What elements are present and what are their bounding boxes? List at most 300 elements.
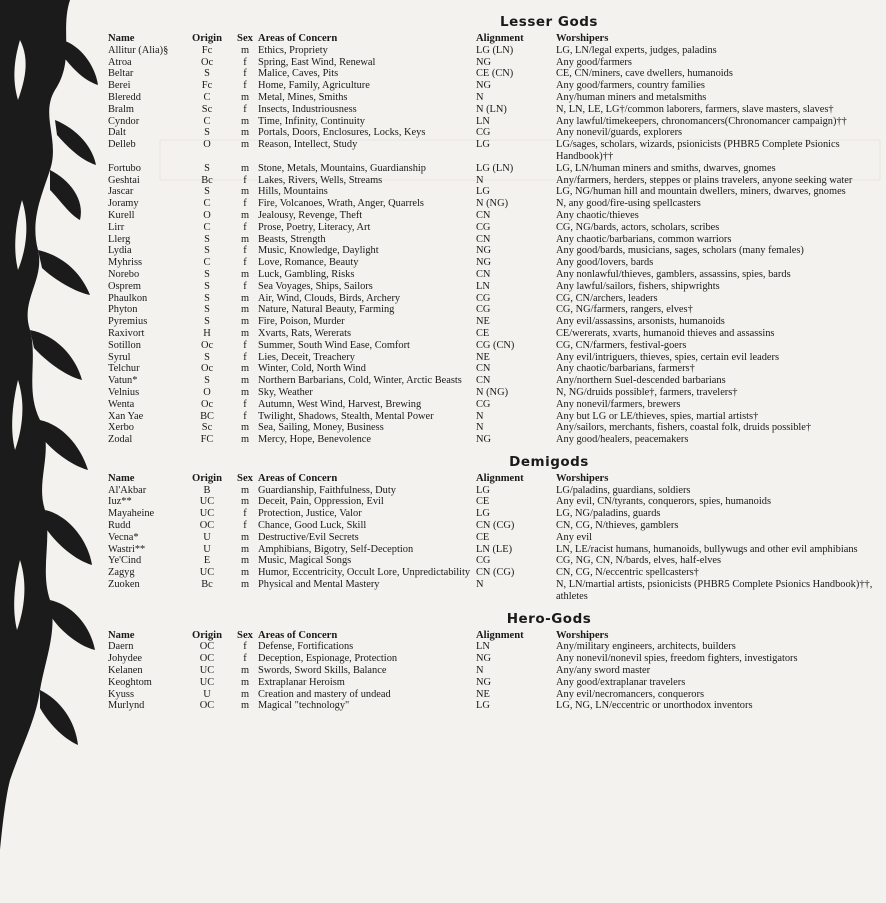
cell-origin: OC	[199, 700, 215, 712]
cell-name: Phyton	[108, 304, 138, 316]
cell-origin: S	[204, 186, 210, 198]
header-sex: Sex	[237, 629, 253, 641]
lesser-gods-section	[108, 14, 880, 446]
table-row	[108, 163, 880, 175]
cell-areas: Reason, Intellect, Study	[258, 139, 358, 151]
cell-alignment: NG	[476, 245, 492, 257]
table-row	[108, 198, 880, 210]
cell-alignment: CG	[476, 398, 491, 410]
cell-worshipers: Any good/bards, musicians, sages, scholars (many females)	[556, 245, 804, 257]
cell-name: Beltar	[108, 68, 134, 80]
cell-areas: Mercy, Hope, Benevolence	[258, 434, 371, 446]
cell-name: Zodal	[108, 434, 133, 446]
cell-origin: UC	[199, 496, 215, 508]
header-sex: Sex	[237, 472, 253, 484]
table-row	[108, 399, 880, 411]
cell-worshipers: CG, CN/archers, leaders	[556, 292, 658, 304]
lesser-gods-rows	[108, 45, 880, 446]
header-worshipers: Worshipers	[556, 33, 609, 44]
cell-sex: f	[243, 68, 247, 80]
cell-alignment: NG	[476, 676, 492, 688]
cell-areas: Autumn, West Wind, Harvest, Brewing	[258, 398, 422, 410]
cell-areas: Northern Barbarians, Cold, Winter, Arctic Beasts	[258, 375, 462, 387]
cell-worshipers: LG, NG/human hill and mountain dwellers, miners, dwarves, gnomes	[556, 186, 846, 198]
cell-worshipers: Any/northern Suel-descended barbarians	[556, 375, 726, 387]
cell-origin: S	[204, 375, 210, 387]
cell-origin: C	[203, 257, 211, 269]
cell-sex: m	[240, 555, 250, 567]
cell-name: Joramy	[108, 198, 139, 210]
cell-alignment: LG	[476, 508, 490, 520]
cell-origin: S	[204, 68, 210, 80]
cell-alignment: N (NG)	[476, 198, 509, 210]
cell-name: Xan Yae	[108, 410, 144, 422]
cell-worshipers: Any chaotic/barbarians, farmers†	[556, 363, 695, 375]
cell-areas: Fire, Poison, Murder	[258, 316, 345, 328]
cell-sex: f	[243, 410, 247, 422]
cell-sex: m	[240, 422, 250, 434]
cell-worshipers: Any chaotic/thieves	[556, 209, 639, 221]
table-header	[108, 33, 880, 45]
cell-alignment: N	[476, 665, 484, 677]
table-row	[108, 677, 880, 689]
cell-sex: m	[240, 139, 250, 151]
cell-alignment: NE	[476, 316, 490, 328]
cell-areas: Guardianship, Faithfulness, Duty	[258, 484, 396, 496]
cell-areas: Magical "technology"	[258, 700, 350, 712]
table-header	[108, 630, 880, 642]
cell-name: Daern	[108, 641, 134, 653]
cell-sex: m	[240, 209, 250, 221]
cell-name: Rudd	[108, 520, 131, 532]
header-name: Name	[108, 33, 135, 44]
cell-sex: f	[243, 245, 247, 257]
cell-areas: Metal, Mines, Smiths	[258, 91, 348, 103]
cell-name: Sotillon	[108, 339, 141, 351]
cell-alignment: CE (CN)	[476, 68, 514, 80]
cell-origin: UC	[199, 665, 215, 677]
cell-worshipers: N, NG/druids possible†, farmers, travelers†	[556, 386, 738, 398]
cell-worshipers: Any nonevil/nonevil spies, freedom fighters, investigators	[556, 653, 798, 665]
cell-alignment: NG	[476, 80, 492, 92]
cell-sex: m	[240, 327, 250, 339]
cell-name: Vecna*	[108, 531, 139, 543]
cell-worshipers: Any good/farmers	[556, 56, 632, 68]
header-alignment: Alignment	[476, 33, 524, 44]
cell-name: Allitur (Alia)§	[108, 44, 169, 56]
cell-alignment: CG	[476, 221, 491, 233]
cell-worshipers: Any/military engineers, architects, builders	[556, 641, 736, 653]
cell-name: Raxivort	[108, 327, 145, 339]
cell-areas: Home, Family, Agriculture	[258, 80, 370, 92]
demigods-section	[108, 454, 880, 603]
table-row	[108, 363, 880, 375]
table-row	[108, 422, 880, 434]
cell-origin: S	[204, 268, 210, 280]
cell-worshipers: Any lawful/sailors, fishers, shipwrights	[556, 280, 720, 292]
cell-origin: U	[203, 543, 211, 555]
cell-alignment: CN	[476, 363, 491, 375]
cell-areas: Xvarts, Rats, Wererats	[258, 327, 352, 339]
cell-areas: Portals, Doors, Enclosures, Locks, Keys	[258, 127, 426, 139]
cell-alignment: CG	[476, 304, 491, 316]
table-row	[108, 567, 880, 579]
cell-worshipers: Any/human miners and metalsmiths	[556, 91, 707, 103]
cell-alignment: CE	[476, 531, 490, 543]
cell-areas: Music, Magical Songs	[258, 555, 352, 567]
table-row	[108, 532, 880, 544]
cell-origin: B	[203, 484, 211, 496]
cell-name: Xerbo	[108, 422, 134, 434]
cell-name: Zagyg	[108, 567, 135, 579]
cell-worshipers: Any nonlawful/thieves, gamblers, assassins, spies, bards	[556, 268, 791, 280]
cell-areas: Stone, Metals, Mountains, Guardianship	[258, 162, 426, 174]
cell-name: Ye'Cind	[108, 555, 142, 567]
cell-areas: Destructive/Evil Secrets	[258, 531, 359, 543]
cell-worshipers: N, LN, LE, LG†/common laborers, farmers, slave masters, slaves†	[556, 103, 834, 115]
cell-sex: m	[240, 268, 250, 280]
table-row	[108, 496, 880, 508]
header-origin: Origin	[191, 629, 223, 641]
cell-areas: Winter, Cold, North Wind	[258, 363, 366, 375]
cell-sex: m	[240, 233, 250, 245]
cell-areas: Protection, Justice, Valor	[258, 508, 362, 520]
cell-name: Lydia	[108, 245, 132, 257]
table-row	[108, 434, 880, 446]
cell-origin: Fc	[201, 80, 213, 92]
cell-worshipers: Any but LG or LE/thieves, spies, martial artists†	[556, 410, 759, 422]
cell-alignment: N	[476, 422, 484, 434]
cell-name: Keoghtom	[108, 676, 152, 688]
cell-alignment: CG	[476, 555, 491, 567]
cell-sex: f	[243, 221, 247, 233]
header-origin: Origin	[191, 472, 223, 484]
cell-alignment: CG (CN)	[476, 339, 515, 351]
cell-sex: m	[240, 162, 250, 174]
cell-alignment: NG	[476, 434, 492, 446]
cell-alignment: LG	[476, 484, 490, 496]
cell-origin: OC	[199, 520, 215, 532]
cell-origin: Bc	[201, 174, 213, 186]
cell-name: Dalt	[108, 127, 126, 139]
cell-origin: OC	[199, 653, 215, 665]
table-header	[108, 473, 880, 485]
cell-sex: f	[243, 339, 247, 351]
cell-areas: Extraplanar Heroism	[258, 676, 345, 688]
cell-alignment: NG	[476, 653, 492, 665]
cell-name: Telchur	[108, 363, 140, 375]
cell-alignment: CN (CG)	[476, 520, 515, 532]
cell-worshipers: CE/wererats, xvarts, humanoid thieves and assassins	[556, 327, 775, 339]
cell-alignment: NE	[476, 351, 490, 363]
cell-worshipers: CG, CN/farmers, festival-goers	[556, 339, 687, 351]
cell-origin: Bc	[201, 579, 213, 591]
table-row	[108, 387, 880, 399]
cell-worshipers: LG, LN/human miners and smiths, dwarves, gnomes	[556, 162, 776, 174]
cell-origin: H	[203, 327, 211, 339]
cell-areas: Creation and mastery of undead	[258, 688, 391, 700]
header-origin: Origin	[191, 33, 223, 44]
cell-alignment: LN	[476, 641, 490, 653]
cell-sex: m	[240, 531, 250, 543]
cell-sex: f	[243, 351, 247, 363]
cell-name: Myhriss	[108, 257, 143, 269]
cell-origin: UC	[199, 567, 215, 579]
cell-worshipers: Any good/extraplanar travelers	[556, 676, 686, 688]
cell-areas: Luck, Gambling, Risks	[258, 268, 355, 280]
cell-sex: m	[240, 375, 250, 387]
header-worshipers: Worshipers	[556, 472, 609, 484]
cell-areas: Spring, East Wind, Renewal	[258, 56, 376, 68]
cell-sex: f	[243, 398, 247, 410]
cell-name: Zuoken	[108, 579, 140, 591]
cell-areas: Time, Infinity, Continuity	[258, 115, 365, 127]
cell-origin: S	[204, 245, 210, 257]
cell-sex: m	[240, 567, 250, 579]
table-row	[108, 257, 880, 269]
cell-sex: m	[240, 676, 250, 688]
cell-worshipers: LG, NG, LN/eccentric or unorthodox inventors	[556, 700, 753, 712]
cell-origin: S	[204, 292, 210, 304]
cell-alignment: CN	[476, 233, 491, 245]
cell-name: Delleb	[108, 139, 136, 151]
cell-sex: m	[240, 700, 250, 712]
header-areas: Areas of Concern	[258, 629, 338, 641]
cell-areas: Amphibians, Bigotry, Self-Deception	[258, 543, 414, 555]
cell-alignment: N	[476, 174, 484, 186]
cell-sex: m	[240, 484, 250, 496]
table-row	[108, 689, 880, 701]
cell-alignment: LG (LN)	[476, 162, 514, 174]
cell-origin: Sc	[201, 422, 213, 434]
cell-origin: S	[204, 280, 210, 292]
cell-alignment: CG	[476, 292, 491, 304]
cell-sex: f	[243, 653, 247, 665]
cell-areas: Chance, Good Luck, Skill	[258, 520, 367, 532]
cell-areas: Fire, Volcanoes, Wrath, Anger, Quarrels	[258, 198, 424, 210]
deity-tables	[108, 8, 880, 712]
table-row	[108, 104, 880, 116]
cell-areas: Beasts, Strength	[258, 233, 326, 245]
cell-alignment: CN (CG)	[476, 567, 515, 579]
cell-origin: O	[203, 209, 211, 221]
table-row	[108, 316, 880, 328]
cell-name: Murlynd	[108, 700, 145, 712]
table-row	[108, 304, 880, 316]
cell-worshipers: LG, LN/legal experts, judges, paladins	[556, 44, 717, 56]
cell-areas: Air, Wind, Clouds, Birds, Archery	[258, 292, 401, 304]
cell-name: Berei	[108, 80, 131, 92]
cell-alignment: LN	[476, 115, 490, 127]
cell-worshipers: Any lawful/timekeepers, chronomancers(Chronomancer campaign)††	[556, 115, 847, 127]
table-row	[108, 665, 880, 677]
cell-name: Syrul	[108, 351, 131, 363]
cell-name: Kyuss	[108, 688, 134, 700]
cell-name: Johydee	[108, 653, 143, 665]
cell-alignment: CE	[476, 496, 490, 508]
cell-areas: Sea Voyages, Ships, Sailors	[258, 280, 373, 292]
cell-origin: C	[203, 221, 211, 233]
cell-worshipers: CG, NG/bards, actors, scholars, scribes	[556, 221, 720, 233]
table-row	[108, 68, 880, 80]
cell-worshipers: LN, LE/racist humans, humanoids, bullywugs and other evil amphibians	[556, 543, 858, 555]
cell-alignment: CE	[476, 327, 490, 339]
cell-sex: f	[243, 103, 247, 115]
table-row	[108, 653, 880, 665]
table-row	[108, 340, 880, 352]
section-title-demigods: Demigods	[509, 453, 589, 470]
cell-name: Llerg	[108, 233, 131, 245]
table-row	[108, 57, 880, 69]
cell-worshipers: Any nonevil/farmers, brewers	[556, 398, 681, 410]
cell-name: Wenta	[108, 398, 135, 410]
cell-areas: Sky, Weather	[258, 386, 313, 398]
cell-areas: Physical and Mental Mastery	[258, 579, 380, 591]
cell-origin: BC	[200, 410, 214, 422]
cell-origin: Oc	[200, 363, 214, 375]
table-row	[108, 245, 880, 257]
cell-sex: m	[240, 44, 250, 56]
cell-worshipers: Any good/farmers, country families	[556, 80, 705, 92]
cell-worshipers: Any evil/necromancers, conquerors	[556, 688, 705, 700]
cell-name: Atroa	[108, 56, 132, 68]
cell-sex: m	[240, 363, 250, 375]
table-row	[108, 641, 880, 653]
table-row	[108, 116, 880, 128]
cell-areas: Love, Romance, Beauty	[258, 257, 359, 269]
table-row	[108, 293, 880, 305]
cell-alignment: CN	[476, 375, 491, 387]
cell-alignment: NG	[476, 56, 492, 68]
cell-name: Iuz**	[108, 496, 132, 508]
cell-sex: m	[240, 665, 250, 677]
cell-origin: Fc	[201, 44, 213, 56]
cell-areas: Prose, Poetry, Literacy, Art	[258, 221, 371, 233]
cell-origin: Oc	[200, 56, 214, 68]
cell-worshipers: Any good/lovers, bards	[556, 257, 654, 269]
cell-areas: Hills, Mountains	[258, 186, 328, 198]
cell-worshipers: CG, NG, CN, N/bards, elves, half-elves	[556, 555, 722, 567]
cell-origin: UC	[199, 676, 215, 688]
cell-name: Lirr	[108, 221, 125, 233]
cell-name: Cyndor	[108, 115, 140, 127]
header-name: Name	[108, 629, 135, 641]
cell-alignment: N (LN)	[476, 103, 507, 115]
cell-sex: f	[243, 56, 247, 68]
table-row	[108, 127, 880, 139]
cell-sex: f	[243, 280, 247, 292]
table-row	[108, 579, 880, 603]
table-row	[108, 520, 880, 532]
cell-sex: f	[243, 80, 247, 92]
cell-origin: C	[203, 198, 211, 210]
cell-alignment: N	[476, 91, 484, 103]
table-row	[108, 139, 880, 163]
cell-origin: Oc	[200, 339, 214, 351]
cell-origin: Sc	[201, 103, 213, 115]
table-row	[108, 544, 880, 556]
cell-name: Pyremius	[108, 316, 148, 328]
cell-origin: U	[203, 688, 211, 700]
cell-areas: Lies, Deceit, Treachery	[258, 351, 355, 363]
cell-areas: Lakes, Rivers, Wells, Streams	[258, 174, 383, 186]
cell-sex: m	[240, 127, 250, 139]
cell-name: Phaulkon	[108, 292, 148, 304]
hero-gods-section	[108, 611, 880, 713]
cell-areas: Ethics, Propriety	[258, 44, 328, 56]
table-row	[108, 186, 880, 198]
cell-alignment: CN	[476, 268, 491, 280]
cell-origin: C	[203, 115, 211, 127]
header-alignment: Alignment	[476, 629, 524, 641]
cell-alignment: N (NG)	[476, 386, 509, 398]
cell-sex: f	[243, 641, 247, 653]
cell-areas: Deception, Espionage, Protection	[258, 653, 398, 665]
cell-name: Kurell	[108, 209, 135, 221]
cell-worshipers: CE, CN/miners, cave dwellers, humanoids	[556, 68, 733, 80]
table-row	[108, 80, 880, 92]
table-row	[108, 375, 880, 387]
cell-areas: Sea, Sailing, Money, Business	[258, 422, 384, 434]
cell-areas: Summer, South Wind Ease, Comfort	[258, 339, 410, 351]
cell-name: Osprem	[108, 280, 141, 292]
cell-sex: m	[240, 115, 250, 127]
cell-sex: f	[243, 257, 247, 269]
cell-name: Mayaheine	[108, 508, 155, 520]
cell-sex: m	[240, 91, 250, 103]
table-row	[108, 175, 880, 187]
table-row	[108, 700, 880, 712]
header-areas: Areas of Concern	[258, 472, 338, 484]
table-row	[108, 234, 880, 246]
cell-sex: m	[240, 496, 250, 508]
cell-worshipers: LG, NG/paladins, guards	[556, 508, 661, 520]
cell-worshipers: N, LN/martial artists, psionicists (PHBR5 Complete Psionics Handbook)††, athletes	[556, 579, 873, 602]
cell-sex: f	[243, 174, 247, 186]
cell-origin: UC	[199, 508, 215, 520]
cell-origin: S	[204, 162, 210, 174]
cell-areas: Malice, Caves, Pits	[258, 68, 339, 80]
cell-areas: Music, Knowledge, Daylight	[258, 245, 379, 257]
cell-alignment: LG	[476, 700, 490, 712]
hero-gods-rows	[108, 641, 880, 712]
cell-origin: S	[204, 304, 210, 316]
cell-name: Fortubo	[108, 162, 141, 174]
cell-name: Geshtai	[108, 174, 140, 186]
cell-alignment: N	[476, 410, 484, 422]
cell-areas: Nature, Natural Beauty, Farming	[258, 304, 395, 316]
cell-name: Bralm	[108, 103, 134, 115]
cell-alignment: LG	[476, 139, 490, 151]
cell-origin: S	[204, 351, 210, 363]
cell-origin: O	[203, 139, 211, 151]
table-row	[108, 328, 880, 340]
cell-worshipers: Any good/healers, peacemakers	[556, 434, 689, 446]
cell-worshipers: Any/sailors, merchants, fishers, coastal folk, druids possible†	[556, 422, 812, 434]
cell-origin: U	[203, 531, 211, 543]
cell-worshipers: N, any good/fire-using spellcasters	[556, 198, 701, 210]
table-row	[108, 352, 880, 364]
cell-worshipers: Any evil/intriguers, thieves, spies, certain evil leaders	[556, 351, 780, 363]
cell-worshipers: CN, CG, N/thieves, gamblers	[556, 520, 679, 532]
cell-alignment: LG (LN)	[476, 44, 514, 56]
cell-areas: Humor, Eccentricity, Occult Lore, Unpredictability	[258, 567, 471, 579]
cell-sex: m	[240, 543, 250, 555]
cell-name: Velnius	[108, 386, 140, 398]
header-name: Name	[108, 472, 135, 484]
table-row	[108, 210, 880, 222]
cell-sex: m	[240, 316, 250, 328]
